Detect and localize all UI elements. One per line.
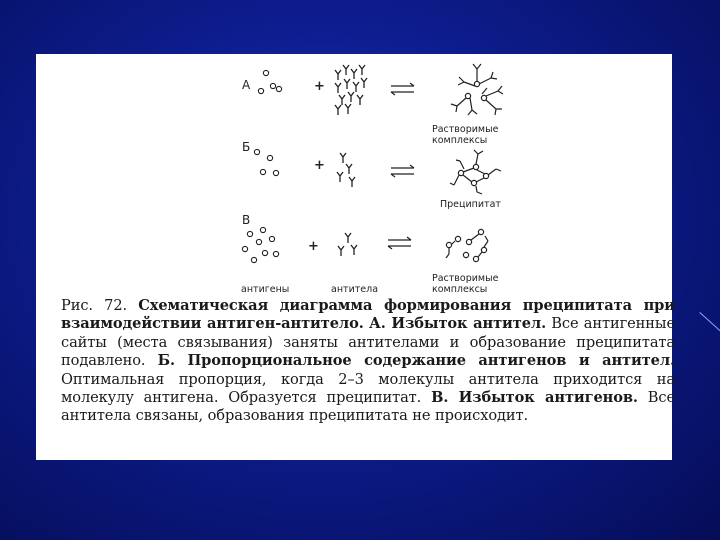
caption-fig-number: Рис. 72. <box>61 297 128 314</box>
caption-b-text: Оптимальная пропорция, когда 2–3 молекулы антитела приходится на молекулу антигена. Образуется преципитат. <box>61 370 675 407</box>
plus-sign-a: + <box>314 79 325 94</box>
precipitation-diagram <box>36 54 672 299</box>
figure-caption <box>61 297 675 426</box>
label-antigens: антигены <box>241 284 290 295</box>
antibodies-row-c <box>338 233 357 256</box>
caption-c-heading: В. Избыток антигенов. <box>431 389 638 407</box>
row-letter-a: А <box>242 78 251 92</box>
row-letter-c: В <box>242 213 251 227</box>
scanned-figure <box>36 54 676 460</box>
caption-title: Схематическая диаграмма формирования преципитата при взаимодействии антиген-антитело. <box>61 297 675 333</box>
caption-c-text: Все антитела связаны, образования преципитата не происходит. <box>61 389 675 425</box>
caption-a-text: Все антигенные сайты (места связывания) заняты антителами и образование преципитата подавлено. <box>61 315 675 370</box>
precipitate-lattice <box>450 150 501 194</box>
plus-sign-b: + <box>314 158 325 173</box>
soluble-complex-c <box>446 229 488 261</box>
equilibrium-arrows-b <box>391 165 414 177</box>
antibodies-row-a <box>335 65 367 115</box>
result-label-a: Растворимые комплексы <box>432 124 499 146</box>
antigens-row-b <box>254 149 278 175</box>
antibodies-row-b <box>337 153 355 187</box>
equilibrium-arrows-c <box>388 237 411 249</box>
plus-sign-c: + <box>308 239 319 254</box>
equilibrium-arrows-a <box>391 83 414 95</box>
caption-a-heading: А. Избыток антител. <box>368 315 547 333</box>
result-label-b: Преципитат <box>440 199 501 210</box>
antigens-row-c <box>242 227 278 262</box>
decorative-line <box>699 312 720 331</box>
soluble-complex-a <box>451 64 503 115</box>
result-label-c: Растворимые комплексы <box>432 273 499 295</box>
label-antibodies: антитела <box>331 284 379 295</box>
antigens-row-a <box>258 70 281 93</box>
caption-b-heading: Б. Пропорциональное содержание антигенов и антител. <box>157 352 676 370</box>
diagram-drawing <box>36 54 672 299</box>
row-letter-b: Б <box>242 140 251 154</box>
